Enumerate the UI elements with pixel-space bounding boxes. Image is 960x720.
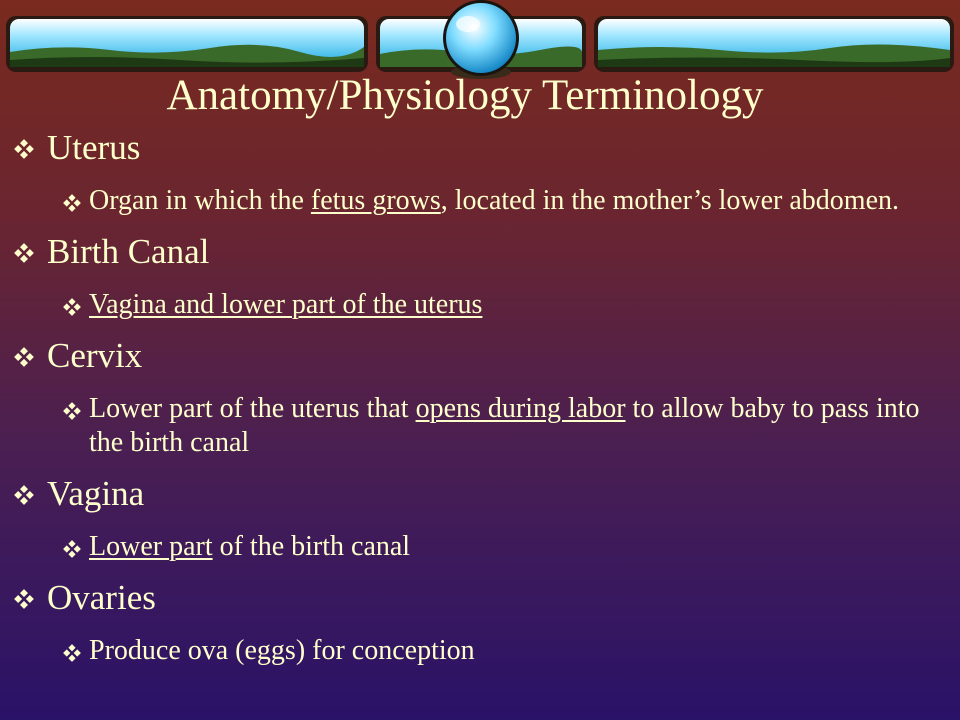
definition-key-phrase: fetus grows [310,185,441,216]
definition-text: Organ in which the [89,185,311,216]
decorative-banner [0,0,960,80]
term-definition [0,392,960,460]
diamond-bullet-icon [14,139,34,159]
diamond-bullet-icon [14,589,34,609]
term-item [0,336,960,460]
term-label: Vagina [47,474,145,513]
term-row [0,336,960,380]
diamond-bullet-icon [14,485,34,505]
banner-panel-right [594,16,954,72]
diamond-bullet-icon [14,243,34,263]
diamond-bullet-icon [63,540,81,558]
banner-panel-left [6,16,368,72]
definition-key-phrase: opens during labor [415,393,626,424]
diamond-bullet-icon [63,194,81,212]
term-row [0,232,960,276]
diamond-bullet-icon [14,347,34,367]
term-definition [0,184,960,218]
definition-text: Produce ova (eggs) for conception [89,635,475,666]
term-definition [0,634,960,668]
term-item [0,474,960,564]
definition-key-phrase: Lower part [89,531,213,562]
definition-text: Lower part of the uterus that [89,393,416,424]
diamond-bullet-icon [63,644,81,662]
term-label: Ovaries [47,578,156,617]
term-item [0,128,960,218]
definition-text: of the birth canal [212,531,411,562]
definition-text: to allow baby to pass into the birth canal [89,393,920,458]
term-label: Cervix [47,336,143,375]
term-item [0,232,960,322]
term-row [0,128,960,172]
definition-text: , located in the mother’s lower abdomen. [440,185,900,216]
terminology-list [0,128,960,682]
term-row [0,474,960,518]
term-row [0,578,960,622]
definition-key-phrase: Vagina and lower part of the uterus [89,289,483,320]
term-definition [0,530,960,564]
diamond-bullet-icon [63,402,81,420]
term-label: Birth Canal [47,232,210,271]
term-definition [0,288,960,322]
term-item [0,578,960,668]
term-label: Uterus [47,128,141,167]
slide-title: Anatomy/Physiology Terminology [166,72,764,119]
diamond-bullet-icon [63,298,81,316]
